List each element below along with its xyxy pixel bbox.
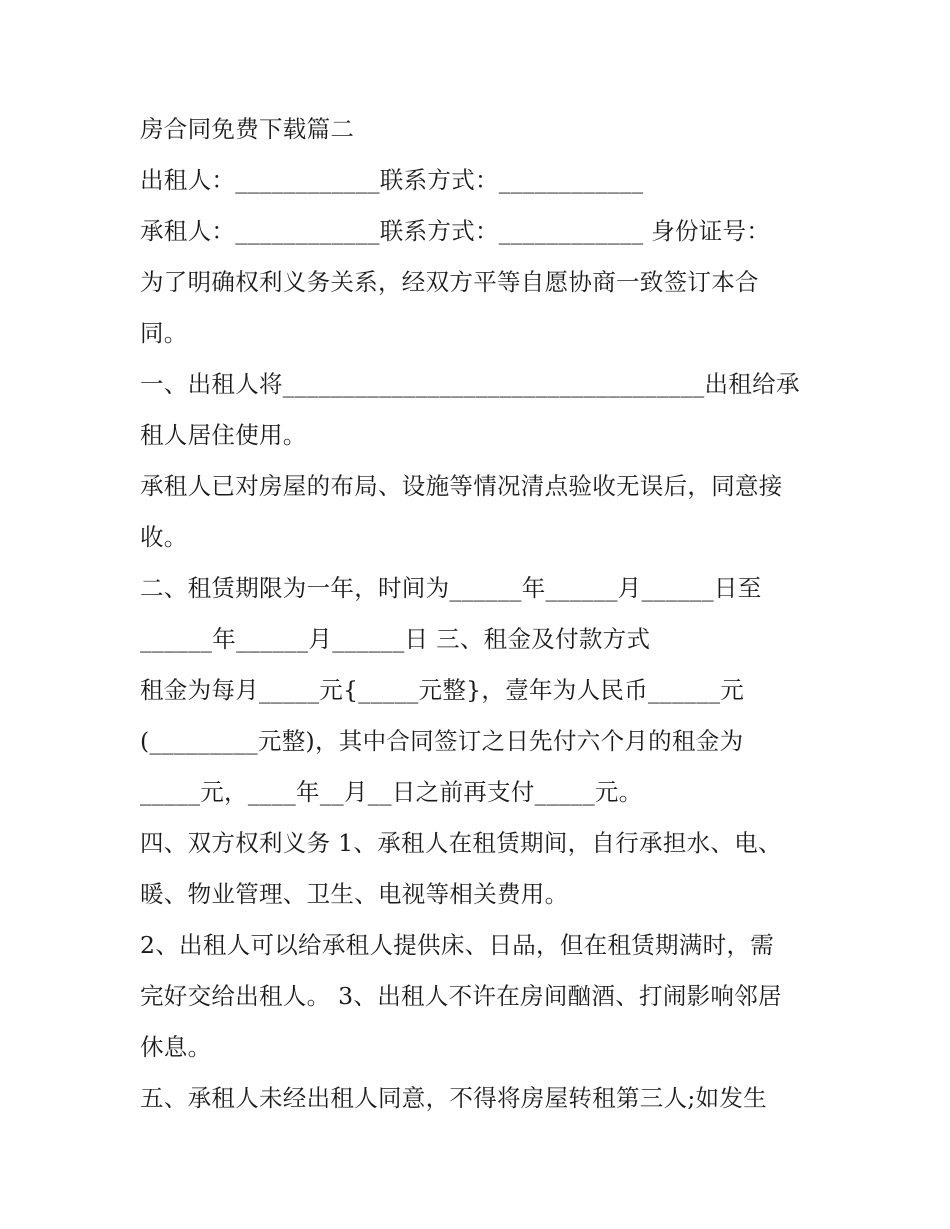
rent-line-3: _____元，____年__月__日之前再支付_____元。 xyxy=(140,778,643,806)
inspection-line-2: 收。 xyxy=(140,523,188,551)
clause-4-item-3-line: 休息。 xyxy=(140,1033,212,1061)
document-body xyxy=(140,104,820,1124)
clause-4-item-2-line-2: 完好交给出租人。 3、出租人不许在房间酗酒、打闹影响邻居 xyxy=(140,982,782,1010)
preamble-line-2: 同。 xyxy=(140,319,188,347)
clause-1-line-1: 一、出租人将___________________________________出租给承 xyxy=(140,370,800,398)
clause-4-item-2-line-1: 2、出租人可以给承租人提供床、日品，但在租赁期满时，需 xyxy=(140,931,775,959)
clause-4-line-2: 暖、物业管理、卫生、电视等相关费用。 xyxy=(140,880,569,908)
clause-2-line-2: ______年______月______日 三、租金及付款方式 xyxy=(140,625,651,653)
inspection-line-1: 承租人已对房屋的布局、设施等情况清点验收无误后，同意接 xyxy=(140,472,783,500)
rent-line-2: (_________元整)，其中合同签订之日先付六个月的租金为 xyxy=(140,727,744,755)
clause-5-line-1: 五、承租人未经出租人同意，不得将房屋转租第三人;如发生 xyxy=(140,1084,768,1112)
clause-4-line-1: 四、双方权利义务 1、承租人在租赁期间，自行承担水、电、 xyxy=(140,829,782,857)
clause-1-line-2: 租人居住使用。 xyxy=(140,421,307,449)
lessor-line: 出租人：____________联系方式：____________ xyxy=(140,166,644,194)
rent-line-1: 租金为每月_____元{_____元整}，壹年为人民币______元 xyxy=(140,676,745,704)
clause-2-line-1: 二、租赁期限为一年，时间为______年______月______日至 xyxy=(140,574,762,602)
document-title: 房合同免费下载篇二 xyxy=(140,115,355,143)
preamble-line-1: 为了明确权利义务关系，经双方平等自愿协商一致签订本合 xyxy=(140,268,759,296)
lessee-line: 承租人：____________联系方式：____________ 身份证号： xyxy=(140,217,771,245)
